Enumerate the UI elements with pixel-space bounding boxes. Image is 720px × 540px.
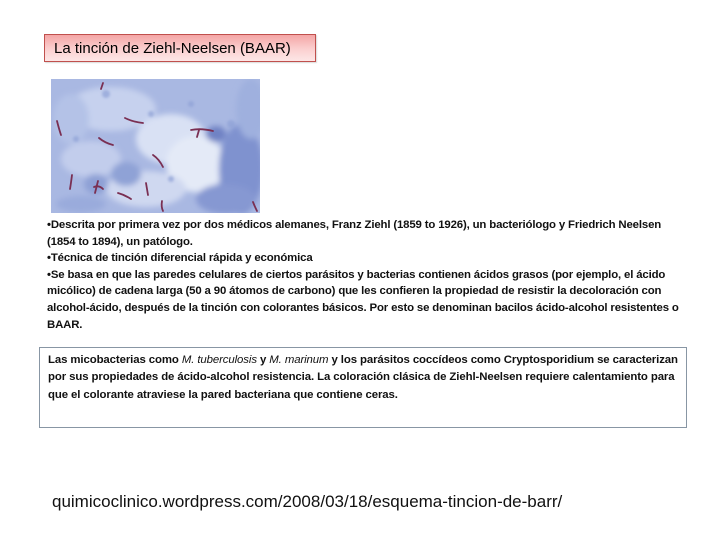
- ziehl-neelsen-micrograph: [51, 79, 260, 213]
- bullet-history: •Descrita por primera vez por dos médicos alemanes, Franz Ziehl (1859 to 1926), un bacteriólogo y Friedrich Neelsen (1854 to 1894), un patólogo.: [47, 219, 662, 248]
- note-text-1: Las micobacterias como: [48, 354, 182, 366]
- slide-title: [44, 34, 316, 62]
- note-text-3: y los parásitos coccídeos como Cryptosporidium se caracterizan por sus propiedades de ácido-alcohol resistencia. La coloración clásica de Ziehl-Neelsen requiere calentamiento para que el colorante atraviese la pared bacteriana que contiene ceras.: [48, 354, 678, 401]
- note-box: [39, 347, 687, 428]
- note-species-2: M. marinum: [269, 354, 329, 366]
- slide-title-text: La tinción de Ziehl-Neelsen (BAAR): [54, 39, 291, 57]
- bullet-technique: •Técnica de tinción diferencial rápida y económica: [47, 252, 313, 265]
- source-url: quimicoclinico.wordpress.com/2008/03/18/esquema-tincion-de-barr/: [52, 492, 563, 511]
- note-species-1: M. tuberculosis: [181, 354, 257, 366]
- micrograph-image: [51, 79, 260, 213]
- description-bullets: [47, 217, 687, 333]
- note-text-2: y: [256, 354, 270, 366]
- bullet-principle: •Se basa en que las paredes celulares de ciertos parásitos y bacterias contienen ácidos grasos (por ejemplo, el ácido micólico) de cadena larga (50 a 90 átomos de carbono) que les confieren la propiedad de resistir la decoloración con alcohol-ácido, después de la tinción con colorantes básicos. Por esto se denominan bacilos ácido-alcohol resistentes o BAAR.: [47, 268, 679, 331]
